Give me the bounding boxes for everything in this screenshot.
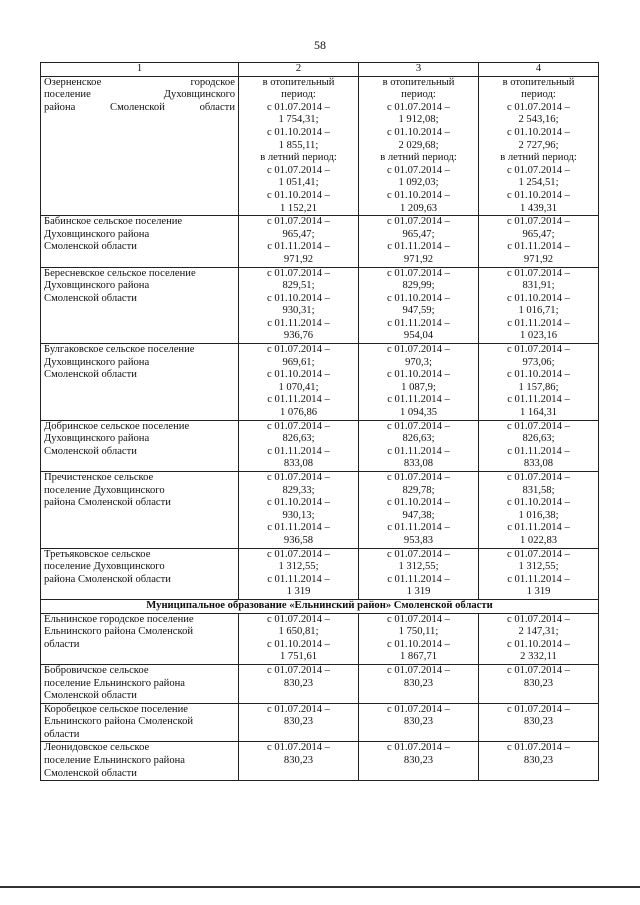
table-row — [41, 472, 599, 549]
tariff-line: с 01.07.2014 – — [507, 703, 570, 715]
table-row — [41, 216, 599, 267]
tariff-line: с 01.11.2014 – — [507, 394, 570, 406]
table-row — [41, 742, 599, 781]
tariff-line: 833,08 — [283, 458, 314, 470]
tariff-line: 2 727,96; — [518, 139, 559, 151]
table-row — [41, 703, 599, 742]
settlement-name — [41, 613, 239, 664]
tariff-line: с 01.07.2014 – — [387, 344, 450, 356]
tariff-line: с 01.11.2014 – — [267, 445, 330, 457]
tariff-line: 1 867,71 — [399, 651, 438, 663]
tariff-line: с 01.11.2014 – — [387, 241, 450, 253]
tariff-line: с 01.11.2014 – — [267, 394, 330, 406]
tariff-line: 1 319 — [526, 586, 551, 598]
settlement-name-line: Добринское сельское поселение — [44, 420, 190, 432]
tariff-line: с 01.07.2014 – — [507, 742, 570, 754]
tariff-line: с 01.07.2014 – — [507, 664, 570, 676]
tariff-cell-col2 — [239, 420, 359, 471]
settlement-name-line: Леонидовское сельское — [44, 742, 150, 754]
tariff-line: 830,23 — [283, 755, 314, 767]
tariff-cell-col2 — [239, 472, 359, 549]
tariff-line: с 01.11.2014 – — [387, 394, 450, 406]
tariff-line: 830,23 — [283, 716, 314, 728]
tariff-line: 1 312,55; — [518, 561, 559, 573]
settlement-name-line: Смоленской области — [44, 690, 137, 702]
tariff-line: 953,83 — [403, 534, 434, 546]
tariff-line: с 01.10.2014 – — [507, 497, 570, 509]
tariff-line: 830,23 — [283, 677, 314, 689]
tariff-line: с 01.10.2014 – — [387, 292, 450, 304]
table-row — [41, 76, 599, 216]
settlement-name-line: Бересневское сельское поселение — [44, 267, 196, 279]
tariff-line: 1 319 — [286, 586, 311, 598]
tariff-line: с 01.10.2014 – — [267, 292, 330, 304]
tariff-line: с 01.07.2014 – — [267, 216, 330, 228]
tariff-cell-col3 — [359, 472, 479, 549]
tariff-line: период: — [401, 89, 436, 101]
tariff-line: 2 029,68; — [398, 139, 439, 151]
tariff-line: с 01.11.2014 – — [267, 241, 330, 253]
tariff-cell-col2 — [239, 216, 359, 267]
tariff-line: 1 312,55; — [398, 561, 439, 573]
tariff-cell-col4 — [479, 613, 599, 664]
column-header-2: 2 — [239, 63, 359, 77]
tariff-line: 969,61; — [282, 356, 315, 368]
table-body — [41, 76, 599, 781]
tariff-line: с 01.11.2014 – — [507, 241, 570, 253]
tariff-line: с 01.10.2014 – — [387, 638, 450, 650]
tariff-cell-col4 — [479, 76, 599, 216]
tariff-line: 973,06; — [522, 356, 555, 368]
tariff-line: с 01.10.2014 – — [387, 369, 450, 381]
tariff-line: с 01.07.2014 – — [267, 164, 330, 176]
tariff-line: 936,76 — [283, 330, 314, 342]
tariff-cell-col3 — [359, 216, 479, 267]
tariff-cell-col4 — [479, 420, 599, 471]
tariff-line: 1 254,51; — [518, 177, 559, 189]
tariff-line: 971,92 — [523, 253, 554, 265]
tariff-line: 1 087,9; — [401, 381, 436, 393]
tariff-line: 1 439,31 — [519, 202, 558, 214]
settlement-name — [41, 664, 239, 703]
settlement-name — [41, 472, 239, 549]
tariff-line: с 01.07.2014 – — [267, 344, 330, 356]
tariff-line: с 01.07.2014 – — [387, 548, 450, 560]
tariff-line: в отопительный — [382, 76, 455, 88]
tariff-line: с 01.07.2014 – — [507, 613, 570, 625]
tariff-line: с 01.07.2014 – — [387, 420, 450, 432]
tariff-line: с 01.07.2014 – — [387, 267, 450, 279]
tariff-cell-col3 — [359, 703, 479, 742]
settlement-name-line: района Смоленской области — [44, 101, 235, 113]
tariff-line: 965,47; — [282, 228, 315, 240]
tariff-line: с 01.07.2014 – — [387, 664, 450, 676]
settlement-name — [41, 548, 239, 599]
tariff-line: 829,33; — [282, 484, 315, 496]
table-row — [41, 420, 599, 471]
table-row — [41, 613, 599, 664]
tariff-line: с 01.07.2014 – — [507, 420, 570, 432]
tariff-line: 1 650,81; — [278, 626, 319, 638]
tariff-line: с 01.11.2014 – — [387, 445, 450, 457]
tariff-line: с 01.07.2014 – — [507, 267, 570, 279]
settlement-name-line: поселение Духовщинского — [44, 561, 165, 573]
tariff-line: 829,99; — [402, 280, 435, 292]
tariff-line: 1 023,16 — [519, 330, 558, 342]
tariff-line: с 01.10.2014 – — [387, 189, 450, 201]
settlement-name-line: Бабинское сельское поселение — [44, 216, 183, 228]
settlement-name-line: Духовщинского района — [44, 280, 150, 292]
tariff-line: 833,08 — [403, 458, 434, 470]
page-number: 58 — [314, 38, 326, 52]
settlement-name-line: поселение Ельнинского района — [44, 755, 186, 767]
tariff-line: 1 092,03; — [398, 177, 439, 189]
tariff-line: 936,58 — [283, 534, 314, 546]
tariff-line: 831,91; — [522, 280, 555, 292]
tariff-cell-col4 — [479, 267, 599, 344]
tariff-line: в отопительный — [262, 76, 335, 88]
tariff-line: в отопительный — [502, 76, 575, 88]
tariff-line: 1 164,31 — [519, 407, 558, 419]
settlement-name-line: Ельнинского района Смоленской — [44, 716, 194, 728]
tariff-line: 1 912,08; — [398, 114, 439, 126]
header-row — [41, 63, 599, 77]
settlement-name-line: Смоленской области — [44, 445, 137, 457]
tariff-line: 947,38; — [402, 509, 435, 521]
tariff-line: 831,58; — [522, 484, 555, 496]
tariff-line: 1 319 — [406, 586, 431, 598]
tariff-cell-col3 — [359, 267, 479, 344]
settlement-name-line: района Смоленской области — [44, 573, 171, 585]
settlement-name-line: Духовщинского района — [44, 433, 150, 445]
tariff-line: в летний период: — [500, 152, 577, 164]
tariff-line: с 01.07.2014 – — [387, 101, 450, 113]
settlement-name-line: Пречистенское сельское — [44, 472, 154, 483]
tariff-cell-col4 — [479, 344, 599, 421]
settlement-name — [41, 344, 239, 421]
tariff-line: 1 152,21 — [279, 202, 318, 214]
tariff-line: 826,63; — [402, 433, 435, 445]
tariff-line: 1 312,55; — [278, 561, 319, 573]
settlement-name-line: Смоленской области — [44, 369, 137, 381]
tariff-cell-col4 — [479, 664, 599, 703]
tariff-line: с 01.07.2014 – — [507, 216, 570, 228]
tariff-line: 1 855,11; — [278, 139, 319, 151]
settlement-name-line: Смоленской области — [44, 292, 137, 304]
tariff-line: с 01.11.2014 – — [507, 573, 570, 585]
tariff-cell-col2 — [239, 267, 359, 344]
tariff-line: с 01.11.2014 – — [387, 522, 450, 534]
tariff-cell-col2 — [239, 703, 359, 742]
settlement-name-line: района Смоленской области — [44, 497, 171, 509]
tariff-line: 833,08 — [523, 458, 554, 470]
tariff-cell-col3 — [359, 664, 479, 703]
tariff-line: 1 016,38; — [518, 509, 559, 521]
tariff-cell-col4 — [479, 548, 599, 599]
tariff-cell-col2 — [239, 344, 359, 421]
tariff-line: с 01.10.2014 – — [267, 638, 330, 650]
settlement-name-line: Булгаковское сельское поселение — [44, 344, 195, 356]
tariff-line: с 01.11.2014 – — [507, 522, 570, 534]
tariff-line: 830,23 — [403, 677, 434, 689]
tariff-line: с 01.10.2014 – — [387, 497, 450, 509]
tariff-line: с 01.07.2014 – — [507, 472, 570, 483]
tariff-line: 2 332,11 — [520, 651, 557, 663]
tariff-line: с 01.07.2014 – — [387, 216, 450, 228]
tariff-cell-col4 — [479, 216, 599, 267]
tariff-line: с 01.10.2014 – — [267, 369, 330, 381]
tariff-line: с 01.07.2014 – — [267, 703, 330, 715]
tariff-line: с 01.11.2014 – — [387, 317, 450, 329]
tariff-line: с 01.07.2014 – — [267, 267, 330, 279]
settlement-name-line: Смоленской области — [44, 241, 137, 253]
tariff-cell-col4 — [479, 472, 599, 549]
column-header-4: 4 — [479, 63, 599, 77]
tariff-line: с 01.11.2014 – — [387, 573, 450, 585]
tariff-line: с 01.10.2014 – — [267, 497, 330, 509]
tariff-line: с 01.11.2014 – — [267, 317, 330, 329]
tariff-line: 1 070,41; — [278, 381, 319, 393]
tariff-line: с 01.07.2014 – — [387, 703, 450, 715]
settlement-name-line: области — [44, 728, 80, 740]
settlement-name-line: области — [44, 638, 80, 650]
tariff-line: с 01.10.2014 – — [267, 126, 330, 138]
tariff-line: с 01.10.2014 – — [507, 638, 570, 650]
settlement-name-line: Духовщинского района — [44, 228, 150, 240]
settlement-name — [41, 742, 239, 781]
tariff-line: с 01.10.2014 – — [507, 292, 570, 304]
tariff-line: с 01.07.2014 – — [387, 164, 450, 176]
tariff-line: 1 209,63 — [399, 202, 438, 214]
tariff-line: 829,51; — [282, 280, 315, 292]
settlement-name — [41, 267, 239, 344]
tariff-cell-col2 — [239, 76, 359, 216]
tariff-line: 930,31; — [282, 305, 315, 317]
tariff-line: с 01.07.2014 – — [267, 664, 330, 676]
settlement-name-line: Бобровичское сельское — [44, 664, 149, 676]
tariff-line: с 01.07.2014 – — [507, 164, 570, 176]
tariff-cell-col2 — [239, 742, 359, 781]
page-bottom-rule — [0, 886, 640, 888]
tariff-line: с 01.10.2014 – — [507, 369, 570, 381]
tariff-cell-col3 — [359, 613, 479, 664]
tariff-line: 830,23 — [403, 716, 434, 728]
tariff-line: с 01.10.2014 – — [267, 189, 330, 201]
tariff-line: 830,23 — [523, 755, 554, 767]
settlement-name-line: поселение Духовщинского — [44, 89, 235, 101]
tariff-line: 826,63; — [522, 433, 555, 445]
tariff-cell-col3 — [359, 548, 479, 599]
tariff-line: 1 094,35 — [399, 407, 438, 419]
section-row — [41, 599, 599, 613]
settlement-name-line: Ельнинское городское поселение — [44, 613, 194, 625]
tariff-line: в летний период: — [260, 152, 337, 164]
tariff-line: период: — [521, 89, 556, 101]
tariff-cell-col4 — [479, 703, 599, 742]
tariff-line: с 01.07.2014 – — [387, 472, 450, 483]
table-row — [41, 548, 599, 599]
tariff-cell-col3 — [359, 420, 479, 471]
tariff-cell-col2 — [239, 664, 359, 703]
tariff-line: с 01.11.2014 – — [267, 522, 330, 534]
table-row — [41, 267, 599, 344]
settlement-name — [41, 703, 239, 742]
tariff-line: с 01.11.2014 – — [507, 445, 570, 457]
tariff-line: 2 543,16; — [518, 114, 559, 126]
settlement-name-line: поселение Ельнинского района — [44, 677, 186, 689]
tariff-line: с 01.10.2014 – — [507, 189, 570, 201]
tariff-line: с 01.10.2014 – — [507, 126, 570, 138]
tariff-line: 1 051,41; — [278, 177, 319, 189]
tariff-line: 965,47; — [402, 228, 435, 240]
tariff-line: с 01.07.2014 – — [507, 344, 570, 356]
tariff-line: 954,04 — [403, 330, 434, 342]
settlement-name-line: Смоленской области — [44, 767, 137, 779]
tariff-line: с 01.07.2014 – — [387, 742, 450, 754]
settlement-name-line: Духовщинского района — [44, 356, 150, 368]
settlement-name-line: Ельнинского района Смоленской — [44, 626, 194, 638]
tariff-line: с 01.07.2014 – — [387, 613, 450, 625]
tariff-line: с 01.07.2014 – — [267, 101, 330, 113]
table-row — [41, 344, 599, 421]
tariff-line: с 01.07.2014 – — [267, 742, 330, 754]
tariff-line: 830,23 — [523, 716, 554, 728]
settlement-name-line: Коробецкое сельское поселение — [44, 703, 188, 715]
settlement-name-line: Озерненское городское — [44, 76, 235, 88]
tariff-line: с 01.07.2014 – — [507, 548, 570, 560]
tariff-cell-col2 — [239, 548, 359, 599]
tariff-line: 1 016,71; — [518, 305, 559, 317]
column-header-1: 1 — [41, 63, 239, 77]
tariff-line: с 01.07.2014 – — [267, 613, 330, 625]
tariff-line: 1 022,83 — [519, 534, 558, 546]
tariff-line: период: — [281, 89, 316, 101]
tariff-line: 1 750,11; — [398, 626, 439, 638]
tariff-line: с 01.10.2014 – — [387, 126, 450, 138]
tariff-cell-col3 — [359, 344, 479, 421]
tariff-line: 965,47; — [522, 228, 555, 240]
tariff-line: 1 157,86; — [518, 381, 559, 393]
tariff-cell-col3 — [359, 76, 479, 216]
tariff-line: 1 754,31; — [278, 114, 319, 126]
settlement-name — [41, 420, 239, 471]
tariff-line: с 01.07.2014 – — [267, 472, 330, 483]
section-title: Муниципальное образование «Ельнинский район» Смоленской области — [41, 599, 599, 613]
tariff-line: с 01.11.2014 – — [507, 317, 570, 329]
tariff-line: 970,3; — [405, 356, 432, 368]
tariff-line: 930,13; — [282, 509, 315, 521]
tariff-line: 1 751,61 — [279, 651, 318, 663]
tariff-line: 829,78; — [402, 484, 435, 496]
tariff-line: 2 147,31; — [518, 626, 559, 638]
tariff-line: с 01.07.2014 – — [507, 101, 570, 113]
tariff-line: 826,63; — [282, 433, 315, 445]
settlement-name-line: Третьяковское сельское — [44, 548, 151, 560]
tariff-line: 971,92 — [403, 253, 434, 265]
tariff-line: с 01.11.2014 – — [267, 573, 330, 585]
tariff-line: с 01.07.2014 – — [267, 548, 330, 560]
column-header-3: 3 — [359, 63, 479, 77]
tariff-line: 830,23 — [403, 755, 434, 767]
tariff-line: 971,92 — [283, 253, 314, 265]
table-row — [41, 664, 599, 703]
tariff-line: 947,59; — [402, 305, 435, 317]
tariff-cell-col4 — [479, 742, 599, 781]
tariff-line: 1 076,86 — [279, 407, 318, 419]
tariff-line: 830,23 — [523, 677, 554, 689]
settlement-name — [41, 76, 239, 216]
tariff-line: в летний период: — [380, 152, 457, 164]
settlement-name-line: поселение Духовщинского — [44, 484, 165, 496]
tariff-table — [40, 62, 599, 781]
tariff-line: с 01.07.2014 – — [267, 420, 330, 432]
tariff-cell-col3 — [359, 742, 479, 781]
settlement-name — [41, 216, 239, 267]
tariff-cell-col2 — [239, 613, 359, 664]
